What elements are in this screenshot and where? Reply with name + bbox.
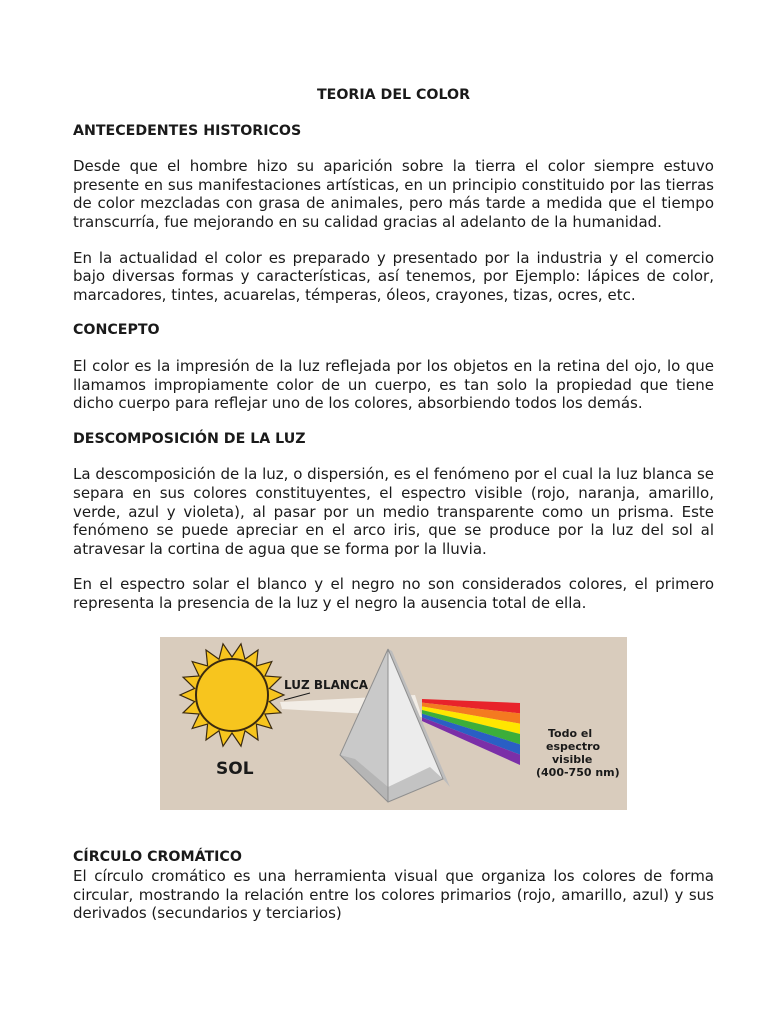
heading-circulo: CÍRCULO CROMÁTICO bbox=[73, 849, 242, 866]
label-spectrum-line-1: Todo el bbox=[548, 727, 593, 741]
paragraph-antecedentes-1: Desde que el hombre hizo su aparición sobre la tierra el color siempre estuvo presente en sus manifestaciones artísticas, en un principio constituido por las tierras de color mezcladas con grasa de animales, pero más tarde a medida que el tiempo transcurría, fue mejorando en su calidad gracias al adelanto de la humanidad. bbox=[73, 157, 714, 231]
heading-antecedentes: ANTECEDENTES HISTORICOS bbox=[73, 122, 302, 139]
heading-concepto: CONCEPTO bbox=[73, 322, 160, 339]
paragraph-descomposicion-2: En el espectro solar el blanco y el negro no son considerados colores, el primero representa la presencia de la luz y el negro la ausencia total de ella. bbox=[73, 575, 714, 612]
document-title: TEORIA DEL COLOR bbox=[317, 87, 470, 103]
label-luz-blanca: LUZ BLANCA bbox=[284, 678, 369, 693]
paragraph-antecedentes-2: En la actualidad el color es preparado y presentado por la industria y el comercio bajo diversas formas y características, así tenemos, por Ejemplo: lápices de color, marcadores, tintes, acuarelas, témperas, óleos, crayones, tizas, ocres, etc. bbox=[73, 248, 714, 304]
label-spectrum-line-4: (400-750 nm) bbox=[536, 766, 620, 780]
label-sol: SOL bbox=[216, 759, 254, 780]
document-body bbox=[73, 86, 714, 940]
paragraph-concepto: El color es la impresión de la luz reflejada por los objetos en la retina del ojo, lo que llamamos impropiamente color de un cuerpo, es tan solo la propiedad que tiene dicho cuerpo para reflejar uno de los colores, absorbiendo todos los demás. bbox=[73, 356, 714, 413]
paragraph-circulo: El círculo cromático es una herramienta visual que organiza los colores de forma circular, mostrando la relación entre los colores primarios (rojo, amarillo, azul) y sus derivados (secundarios y terciarios) bbox=[73, 867, 714, 923]
prism-illustration bbox=[160, 637, 627, 810]
heading-descomposicion: DESCOMPOSICIÓN DE LA LUZ bbox=[73, 430, 306, 447]
prism-figure bbox=[160, 637, 627, 810]
label-spectrum-line-2: espectro bbox=[546, 740, 601, 754]
paragraph-descomposicion-1: La descomposición de la luz, o dispersión, es el fenómeno por el cual la luz blanca se separa en sus colores constituyentes, el espectro visible (rojo, naranja, amarillo, verde, azul y violeta), al pasar por un medio transparente como un prisma. Este fenómeno se puede apreciar en el arco iris, que se produce por la luz del sol al atravesar la cortina de agua que se forma por la lluvia. bbox=[73, 465, 714, 558]
label-spectrum-line-3: visible bbox=[552, 753, 593, 767]
